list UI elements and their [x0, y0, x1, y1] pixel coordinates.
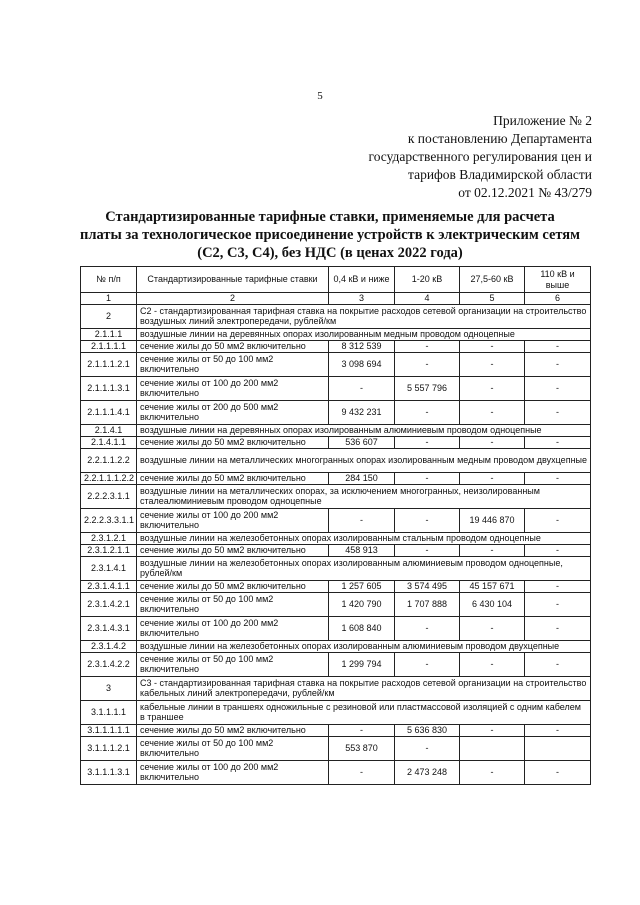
row-number: 3.1.1.1.1 — [81, 700, 137, 724]
row-description: сечение жилы до 50 мм2 включительно — [137, 724, 329, 736]
rate-value-col-6: - — [525, 760, 591, 784]
rate-value-col-4: - — [395, 400, 460, 424]
row-number: 2.2.2.3.1.1 — [81, 484, 137, 508]
row-number: 2.1.1.1 — [81, 328, 137, 340]
index-cell: 4 — [395, 293, 460, 305]
row-description: С3 - стандартизированная тарифная ставка на покрытие расходов сетевой организации на строительство кабельных линий электропередачи, рублей/км — [137, 676, 591, 700]
table-body — [81, 304, 591, 784]
rate-value-col-5: 6 430 104 — [460, 592, 525, 616]
row-description: сечение жилы от 200 до 500 мм2 включительно — [137, 400, 329, 424]
table-row — [81, 472, 591, 484]
rate-value-col-3: 284 150 — [329, 472, 395, 484]
row-number: 2.1.1.1.4.1 — [81, 400, 137, 424]
rate-value-col-4: 1 707 888 — [395, 592, 460, 616]
table-section-row — [81, 676, 591, 700]
appendix-line: Приложение № 2 — [493, 113, 592, 128]
row-description: сечение жилы от 50 до 100 мм2 включительно — [137, 652, 329, 676]
rate-value-col-3: 1 420 790 — [329, 592, 395, 616]
table-row — [81, 352, 591, 376]
rate-value-col-5: - — [460, 376, 525, 400]
rate-value-col-6: - — [525, 592, 591, 616]
row-description: сечение жилы от 100 до 200 мм2 включительно — [137, 760, 329, 784]
table-row — [81, 652, 591, 676]
table-row — [81, 736, 591, 760]
rate-value-col-5: 19 446 870 — [460, 508, 525, 532]
row-number: 2.3.1.2.1.1 — [81, 544, 137, 556]
row-description: воздушные линии на железобетонных опорах изолированным алюминиевым проводом одноцепные, рублей/км — [137, 556, 591, 580]
rate-value-col-6: - — [525, 400, 591, 424]
table-row — [81, 580, 591, 592]
row-number: 2.2.2.3.3.1.1 — [81, 508, 137, 532]
rate-value-col-5: - — [460, 436, 525, 448]
rate-value-col-5: - — [460, 760, 525, 784]
index-cell: 3 — [329, 293, 395, 305]
rate-value-col-4: - — [395, 544, 460, 556]
row-number: 2.3.1.4.1.1 — [81, 580, 137, 592]
rate-value-col-6: - — [525, 436, 591, 448]
rate-value-col-4: 3 574 495 — [395, 580, 460, 592]
row-number: 3.1.1.1.3.1 — [81, 760, 137, 784]
rate-value-col-6: - — [525, 724, 591, 736]
row-number: 2.3.1.2.1 — [81, 532, 137, 544]
appendix-line: государственного регулирования цен и — [368, 149, 592, 164]
rate-value-col-3: - — [329, 508, 395, 532]
rate-value-col-6: - — [525, 352, 591, 376]
table-header-row — [81, 267, 591, 293]
row-number: 2.3.1.4.2.1 — [81, 592, 137, 616]
index-cell: 2 — [137, 293, 329, 305]
document-title — [80, 208, 580, 262]
row-description: сечение жилы от 100 до 200 мм2 включительно — [137, 616, 329, 640]
rate-value-col-5 — [460, 736, 525, 760]
rate-value-col-3: 9 432 231 — [329, 400, 395, 424]
table-section-row — [81, 700, 591, 724]
header-voltage-110kv: 110 кВ и выше — [525, 267, 591, 293]
rate-value-col-5: - — [460, 544, 525, 556]
row-number: 2.1.4.1.1 — [81, 436, 137, 448]
rate-value-col-5: - — [460, 472, 525, 484]
rate-value-col-4: - — [395, 352, 460, 376]
table-row — [81, 508, 591, 532]
rate-value-col-4: - — [395, 472, 460, 484]
row-description: воздушные линии на деревянных опорах изолированным медным проводом одноцепные — [137, 328, 591, 340]
index-cell: 6 — [525, 293, 591, 305]
table-section-row — [81, 484, 591, 508]
row-description: сечение жилы от 50 до 100 мм2 включительно — [137, 352, 329, 376]
table-section-row — [81, 448, 591, 472]
row-description: сечение жилы от 50 до 100 мм2 включительно — [137, 736, 329, 760]
title-line: (С2, С3, С4), без НДС (в ценах 2022 года) — [197, 245, 463, 261]
rate-value-col-3: 3 098 694 — [329, 352, 395, 376]
rate-value-col-5: - — [460, 724, 525, 736]
rate-value-col-3: 536 607 — [329, 436, 395, 448]
rate-value-col-5: - — [460, 352, 525, 376]
row-number: 2.1.1.1.1 — [81, 340, 137, 352]
rate-value-col-3: 1 257 605 — [329, 580, 395, 592]
rate-value-col-6: - — [525, 340, 591, 352]
rate-value-col-6: - — [525, 376, 591, 400]
row-number: 3.1.1.1.1.1 — [81, 724, 137, 736]
table-row — [81, 760, 591, 784]
table-section-row — [81, 304, 591, 328]
rate-value-col-4: 5 557 796 — [395, 376, 460, 400]
rate-value-col-4: - — [395, 736, 460, 760]
rate-value-col-3: 1 299 794 — [329, 652, 395, 676]
header-rates: Стандартизированные тарифные ставки — [137, 267, 329, 293]
appendix-line: от 02.12.2021 № 43/279 — [458, 185, 592, 200]
row-number: 2.1.4.1 — [81, 424, 137, 436]
header-voltage-27-60kv: 27,5-60 кВ — [460, 267, 525, 293]
row-number: 2.1.1.1.3.1 — [81, 376, 137, 400]
appendix-line: к постановлению Департамента — [407, 131, 592, 146]
header-voltage-04kv: 0,4 кВ и ниже — [329, 267, 395, 293]
page-number: 5 — [317, 90, 323, 102]
appendix-line: тарифов Владимирской области — [408, 167, 592, 182]
rate-value-col-3: - — [329, 760, 395, 784]
rate-value-col-5: - — [460, 340, 525, 352]
row-description: сечение жилы до 50 мм2 включительно — [137, 544, 329, 556]
row-description: сечение жилы до 50 мм2 включительно — [137, 436, 329, 448]
rate-value-col-4: 2 473 248 — [395, 760, 460, 784]
table-row — [81, 436, 591, 448]
row-description: сечение жилы до 50 мм2 включительно — [137, 580, 329, 592]
rate-value-col-3: 8 312 539 — [329, 340, 395, 352]
row-number: 2.2.1.1.1.2.2 — [81, 472, 137, 484]
table-section-row — [81, 556, 591, 580]
rate-value-col-4: - — [395, 508, 460, 532]
row-description: кабельные линии в траншеях одножильные с резиновой или пластмассовой изоляцией с одним кабелем в траншее — [137, 700, 591, 724]
rate-value-col-3: 1 608 840 — [329, 616, 395, 640]
header-number: № п/п — [81, 267, 137, 293]
rate-value-col-6: - — [525, 472, 591, 484]
rate-value-col-3: - — [329, 376, 395, 400]
table-section-row — [81, 328, 591, 340]
row-number: 2.3.1.4.3.1 — [81, 616, 137, 640]
table-row — [81, 616, 591, 640]
rate-value-col-5: 45 157 671 — [460, 580, 525, 592]
title-line: Стандартизированные тарифные ставки, применяемые для расчета — [105, 209, 555, 225]
table-row — [81, 592, 591, 616]
row-number: 2.3.1.4.2 — [81, 640, 137, 652]
rate-value-col-6: - — [525, 616, 591, 640]
row-number: 2.3.1.4.1 — [81, 556, 137, 580]
rate-value-col-6: - — [525, 544, 591, 556]
row-description: сечение жилы от 50 до 100 мм2 включительно — [137, 592, 329, 616]
rate-value-col-5: - — [460, 616, 525, 640]
rate-value-col-3: 458 913 — [329, 544, 395, 556]
rate-value-col-5: - — [460, 652, 525, 676]
table-row — [81, 340, 591, 352]
row-description: воздушные линии на металлических опорах, за исключением многогранных, неизолированным сталеалюминиевым проводом одноцепные — [137, 484, 591, 508]
table-row — [81, 724, 591, 736]
rate-value-col-6: - — [525, 652, 591, 676]
rate-value-col-4: - — [395, 652, 460, 676]
table-section-row — [81, 532, 591, 544]
row-number: 3 — [81, 676, 137, 700]
row-description: воздушные линии на деревянных опорах изолированным алюминиевым проводом одноцепные — [137, 424, 591, 436]
table-row — [81, 400, 591, 424]
table-section-row — [81, 424, 591, 436]
rate-value-col-3: 553 870 — [329, 736, 395, 760]
header-voltage-1-20kv: 1-20 кВ — [395, 267, 460, 293]
rate-value-col-6 — [525, 736, 591, 760]
table-row — [81, 376, 591, 400]
rate-value-col-4: - — [395, 616, 460, 640]
row-number: 2 — [81, 304, 137, 328]
rate-value-col-4: - — [395, 436, 460, 448]
index-cell: 5 — [460, 293, 525, 305]
row-number: 3.1.1.1.2.1 — [81, 736, 137, 760]
row-description: сечение жилы до 50 мм2 включительно — [137, 340, 329, 352]
row-number: 2.2.1.1.2.2 — [81, 448, 137, 472]
appendix-header — [352, 112, 592, 202]
rate-value-col-6: - — [525, 580, 591, 592]
row-description: сечение жилы от 100 до 200 мм2 включительно — [137, 376, 329, 400]
rate-value-col-5: - — [460, 400, 525, 424]
table-row — [81, 544, 591, 556]
rate-value-col-4: 5 636 830 — [395, 724, 460, 736]
row-description: сечение жилы от 100 до 200 мм2 включительно — [137, 508, 329, 532]
table-section-row — [81, 640, 591, 652]
table-index-row — [81, 293, 591, 305]
row-description: воздушные линии на железобетонных опорах изолированным алюминиевым проводом двухцепные — [137, 640, 591, 652]
row-number: 2.3.1.4.2.2 — [81, 652, 137, 676]
rate-value-col-3: - — [329, 724, 395, 736]
row-description: сечение жилы до 50 мм2 включительно — [137, 472, 329, 484]
rate-value-col-4: - — [395, 340, 460, 352]
row-description: С2 - стандартизированная тарифная ставка на покрытие расходов сетевой организации на строительство воздушных линий электропередачи, рублей/км — [137, 304, 591, 328]
title-line: платы за технологическое присоединение устройств к электрическим сетям — [80, 227, 581, 243]
row-description: воздушные линии на железобетонных опорах изолированным стальным проводом одноцепные — [137, 532, 591, 544]
rate-value-col-6: - — [525, 508, 591, 532]
row-description: воздушные линии на металлических многогранных опорах изолированным медным проводом двухцепные — [137, 448, 591, 472]
row-number: 2.1.1.1.2.1 — [81, 352, 137, 376]
tariff-rates-table — [80, 266, 591, 785]
index-cell: 1 — [81, 293, 137, 305]
